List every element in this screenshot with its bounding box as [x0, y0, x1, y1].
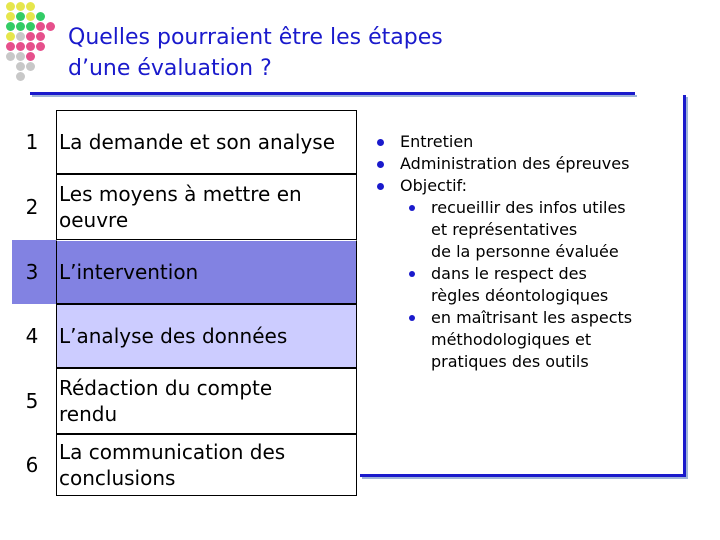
bullet-item: Objectif: [370, 175, 680, 197]
step-label [56, 434, 357, 496]
bullet-item: Administration des épreuves [370, 153, 680, 175]
decorative-dot [16, 52, 25, 61]
step-row-5 [12, 368, 357, 434]
step-number: 2 [25, 195, 39, 219]
decorative-dot [36, 32, 45, 41]
decorative-dot [26, 12, 35, 21]
slide-title [68, 22, 443, 84]
decorative-dot [26, 62, 35, 71]
sub-bullet-line: et représentatives [431, 220, 578, 239]
sub-bullet-line: règles déontologiques [431, 286, 609, 305]
decorative-dot [6, 22, 15, 31]
decorative-dot [16, 42, 25, 51]
title-line-1: Quelles pourraient être les étapes [68, 25, 443, 50]
decorative-dot [26, 22, 35, 31]
sub-bullet-item [370, 263, 680, 307]
step-number: 5 [25, 389, 39, 413]
decorative-dot [36, 12, 45, 21]
step-label [56, 174, 357, 240]
frame-right-shadow [686, 97, 688, 477]
sub-bullet-item [370, 307, 680, 373]
sub-bullet-item [370, 197, 680, 263]
step-row-2 [12, 174, 357, 240]
sub-bullet-line: recueillir des infos utiles [431, 198, 626, 217]
step-row-1 [12, 110, 357, 174]
step-label-line: oeuvre [59, 208, 129, 232]
step-label-line: Les moyens à mettre en [59, 182, 302, 206]
step-number: 4 [25, 324, 39, 348]
decorative-dot [16, 22, 25, 31]
decorative-dot [36, 22, 45, 31]
decorative-dot [16, 12, 25, 21]
step-row-3 [12, 240, 357, 304]
step-label-line: La demande et son analyse [59, 130, 336, 154]
title-line-2: d’une évaluation ? [68, 56, 272, 81]
decorative-dot [6, 2, 15, 11]
step-number: 6 [25, 453, 39, 477]
decorative-dot [6, 52, 15, 61]
decorative-dot [16, 62, 25, 71]
decorative-dot [16, 2, 25, 11]
decorative-dot [6, 12, 15, 21]
step-label-line: L’intervention [59, 260, 199, 284]
step-label-line: Rédaction du compte [59, 376, 273, 400]
decorative-dot [46, 22, 55, 31]
step-row-4 [12, 304, 357, 368]
sub-bullet-line: de la personne évaluée [431, 242, 619, 261]
decorative-dot [6, 32, 15, 41]
step-label [56, 368, 357, 434]
step-row-6 [12, 434, 357, 496]
decorative-dot [26, 2, 35, 11]
decorative-dot [16, 32, 25, 41]
step-number: 1 [25, 130, 39, 154]
decorative-dot [36, 42, 45, 51]
step-label-line: rendu [59, 402, 118, 426]
step-label-line: conclusions [59, 466, 176, 490]
frame-top-shadow [32, 95, 637, 97]
sub-bullet-line: pratiques des outils [431, 352, 589, 371]
sub-bullet-line: dans le respect des [431, 264, 587, 283]
details-panel [370, 131, 680, 373]
frame-bottom-shadow [362, 477, 688, 479]
step-label-line: L’analyse des données [59, 324, 288, 348]
decorative-dot [16, 72, 25, 81]
decorative-dot [6, 42, 15, 51]
decorative-dot [26, 52, 35, 61]
step-label [56, 304, 357, 368]
step-label [56, 110, 357, 174]
decorative-dot [26, 32, 35, 41]
step-label [56, 240, 357, 304]
bullet-item: Entretien [370, 131, 680, 153]
step-number: 3 [25, 260, 39, 284]
sub-bullet-line: méthodologiques et [431, 330, 592, 349]
sub-bullet-line: en maîtrisant les aspects [431, 308, 633, 327]
step-label-line: La communication des [59, 440, 286, 464]
decorative-dot [26, 42, 35, 51]
decorative-dot-grid [0, 0, 56, 84]
